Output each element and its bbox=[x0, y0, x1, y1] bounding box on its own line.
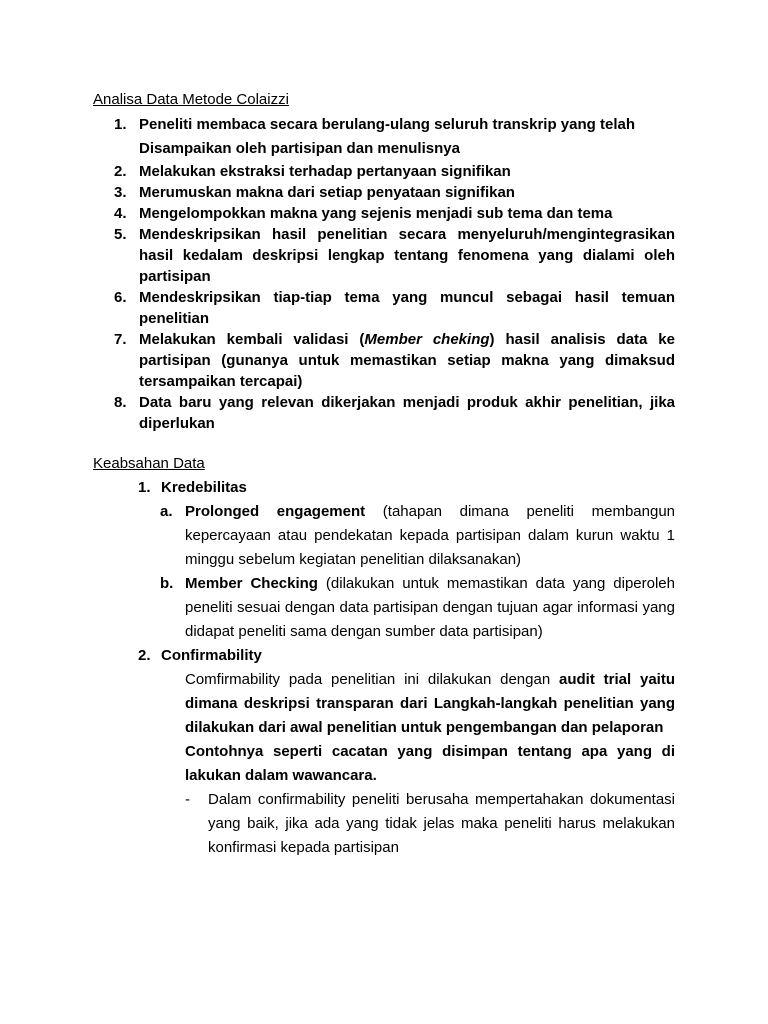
section-title-colaizzi: Analisa Data Metode Colaizzi bbox=[93, 91, 289, 108]
list-number: 2. bbox=[114, 163, 127, 180]
list-number: 1. bbox=[138, 479, 151, 496]
dash-marker: - bbox=[185, 791, 190, 808]
list-item bbox=[93, 392, 675, 434]
list-item bbox=[93, 113, 675, 161]
confirmability-paragraph bbox=[93, 668, 675, 740]
list-number: 5. bbox=[114, 226, 127, 243]
list-item bbox=[93, 161, 675, 182]
dash-item-text: Dalam confirmability peneliti berusaha mempertahakan dokumentasi yang baik, jika ada yang tidak jelas maka peneliti harus melakukan konfirmasi kepada partisipan bbox=[208, 791, 675, 856]
list-number: 6. bbox=[114, 289, 127, 306]
list-item bbox=[93, 224, 675, 287]
list-item-text-pre: Melakukan kembali validasi ( bbox=[139, 331, 365, 348]
list-item-text-italic: Member cheking bbox=[364, 331, 490, 348]
subsection-confirmability bbox=[93, 644, 675, 668]
sub-item-member-checking bbox=[93, 572, 675, 644]
list-item-text: Data baru yang relevan dikerjakan menjadi produk akhir penelitian, jika diperlukan bbox=[139, 394, 675, 432]
list-item bbox=[93, 203, 675, 224]
paragraph-text: Comfirmability pada penelitian ini dilakukan dengan bbox=[185, 671, 559, 688]
list-number: 1. bbox=[114, 116, 127, 133]
list-number: 7. bbox=[114, 331, 127, 348]
subsection-kredebilitas bbox=[93, 476, 675, 500]
dash-list-item bbox=[93, 788, 675, 860]
list-item-text: Disampaikan oleh partisipan dan menulisnya bbox=[139, 140, 460, 157]
list-item-text: Mengelompokkan makna yang sejenis menjadi sub tema dan tema bbox=[139, 205, 613, 222]
subsection-label: Kredebilitas bbox=[161, 479, 247, 496]
list-item bbox=[93, 287, 675, 329]
list-letter: b. bbox=[160, 575, 174, 592]
list-item-text: Merumuskan makna dari setiap penyataan signifikan bbox=[139, 184, 515, 201]
colaizzi-steps-list bbox=[93, 113, 675, 434]
term-description: (tahapan dimana peneliti membangun kepercayaan atau pendekatan kepada partisipan dalam kurun waktu 1 minggu sebelum kegiatan penelitian dilaksanakan) bbox=[185, 503, 675, 568]
list-item-text: Mendeskripsikan tiap-tiap tema yang muncul sebagai hasil temuan penelitian bbox=[139, 289, 675, 327]
sub-item-prolonged-engagement bbox=[93, 500, 675, 572]
list-item-text: Melakukan ekstraksi terhadap pertanyaan signifikan bbox=[139, 163, 511, 180]
list-number: 2. bbox=[138, 647, 151, 664]
term-description: (dilakukan untuk memastikan data yang diperoleh peneliti sesuai dengan data partisipan dengan tujuan agar informasi yang didapat peneliti sama dengan sumber data partisipan) bbox=[185, 575, 675, 640]
list-item-text: Peneliti membaca secara berulang-ulang seluruh transkrip yang telah bbox=[139, 116, 635, 133]
list-number: 8. bbox=[114, 394, 127, 411]
paragraph-text-bold: Contohnya seperti cacatan yang disimpan tentang apa yang di lakukan dalam wawancara. bbox=[185, 743, 675, 784]
list-letter: a. bbox=[160, 503, 173, 520]
paragraph-text-bold: audit trial yaitu dimana deskripsi transparan dari Langkah-langkah penelitian yang dilakukan dari awal penelitian untuk pengembangan dan pelaporan bbox=[185, 671, 676, 736]
example-paragraph bbox=[93, 740, 675, 788]
term-bold: Member Checking bbox=[185, 575, 318, 592]
list-number: 4. bbox=[114, 205, 127, 222]
list-number: 3. bbox=[114, 184, 127, 201]
list-item bbox=[93, 329, 675, 392]
subsection-label: Confirmability bbox=[161, 647, 262, 664]
term-bold: Prolonged engagement bbox=[185, 503, 366, 520]
list-item-text: Mendeskripsikan hasil penelitian secara menyeluruh/mengintegrasikan hasil kedalam deskripsi lengkap tentang fenomena yang dialami oleh partisipan bbox=[139, 226, 675, 285]
section-title-keabsahan: Keabsahan Data bbox=[93, 455, 205, 472]
list-item bbox=[93, 182, 675, 203]
list-item-text-post: ) hasil analisis data ke partisipan (gunanya untuk memastikan setiap makna yang dimaksud tersampaikan tercapai) bbox=[139, 331, 675, 390]
keabsahan-section bbox=[93, 476, 675, 860]
